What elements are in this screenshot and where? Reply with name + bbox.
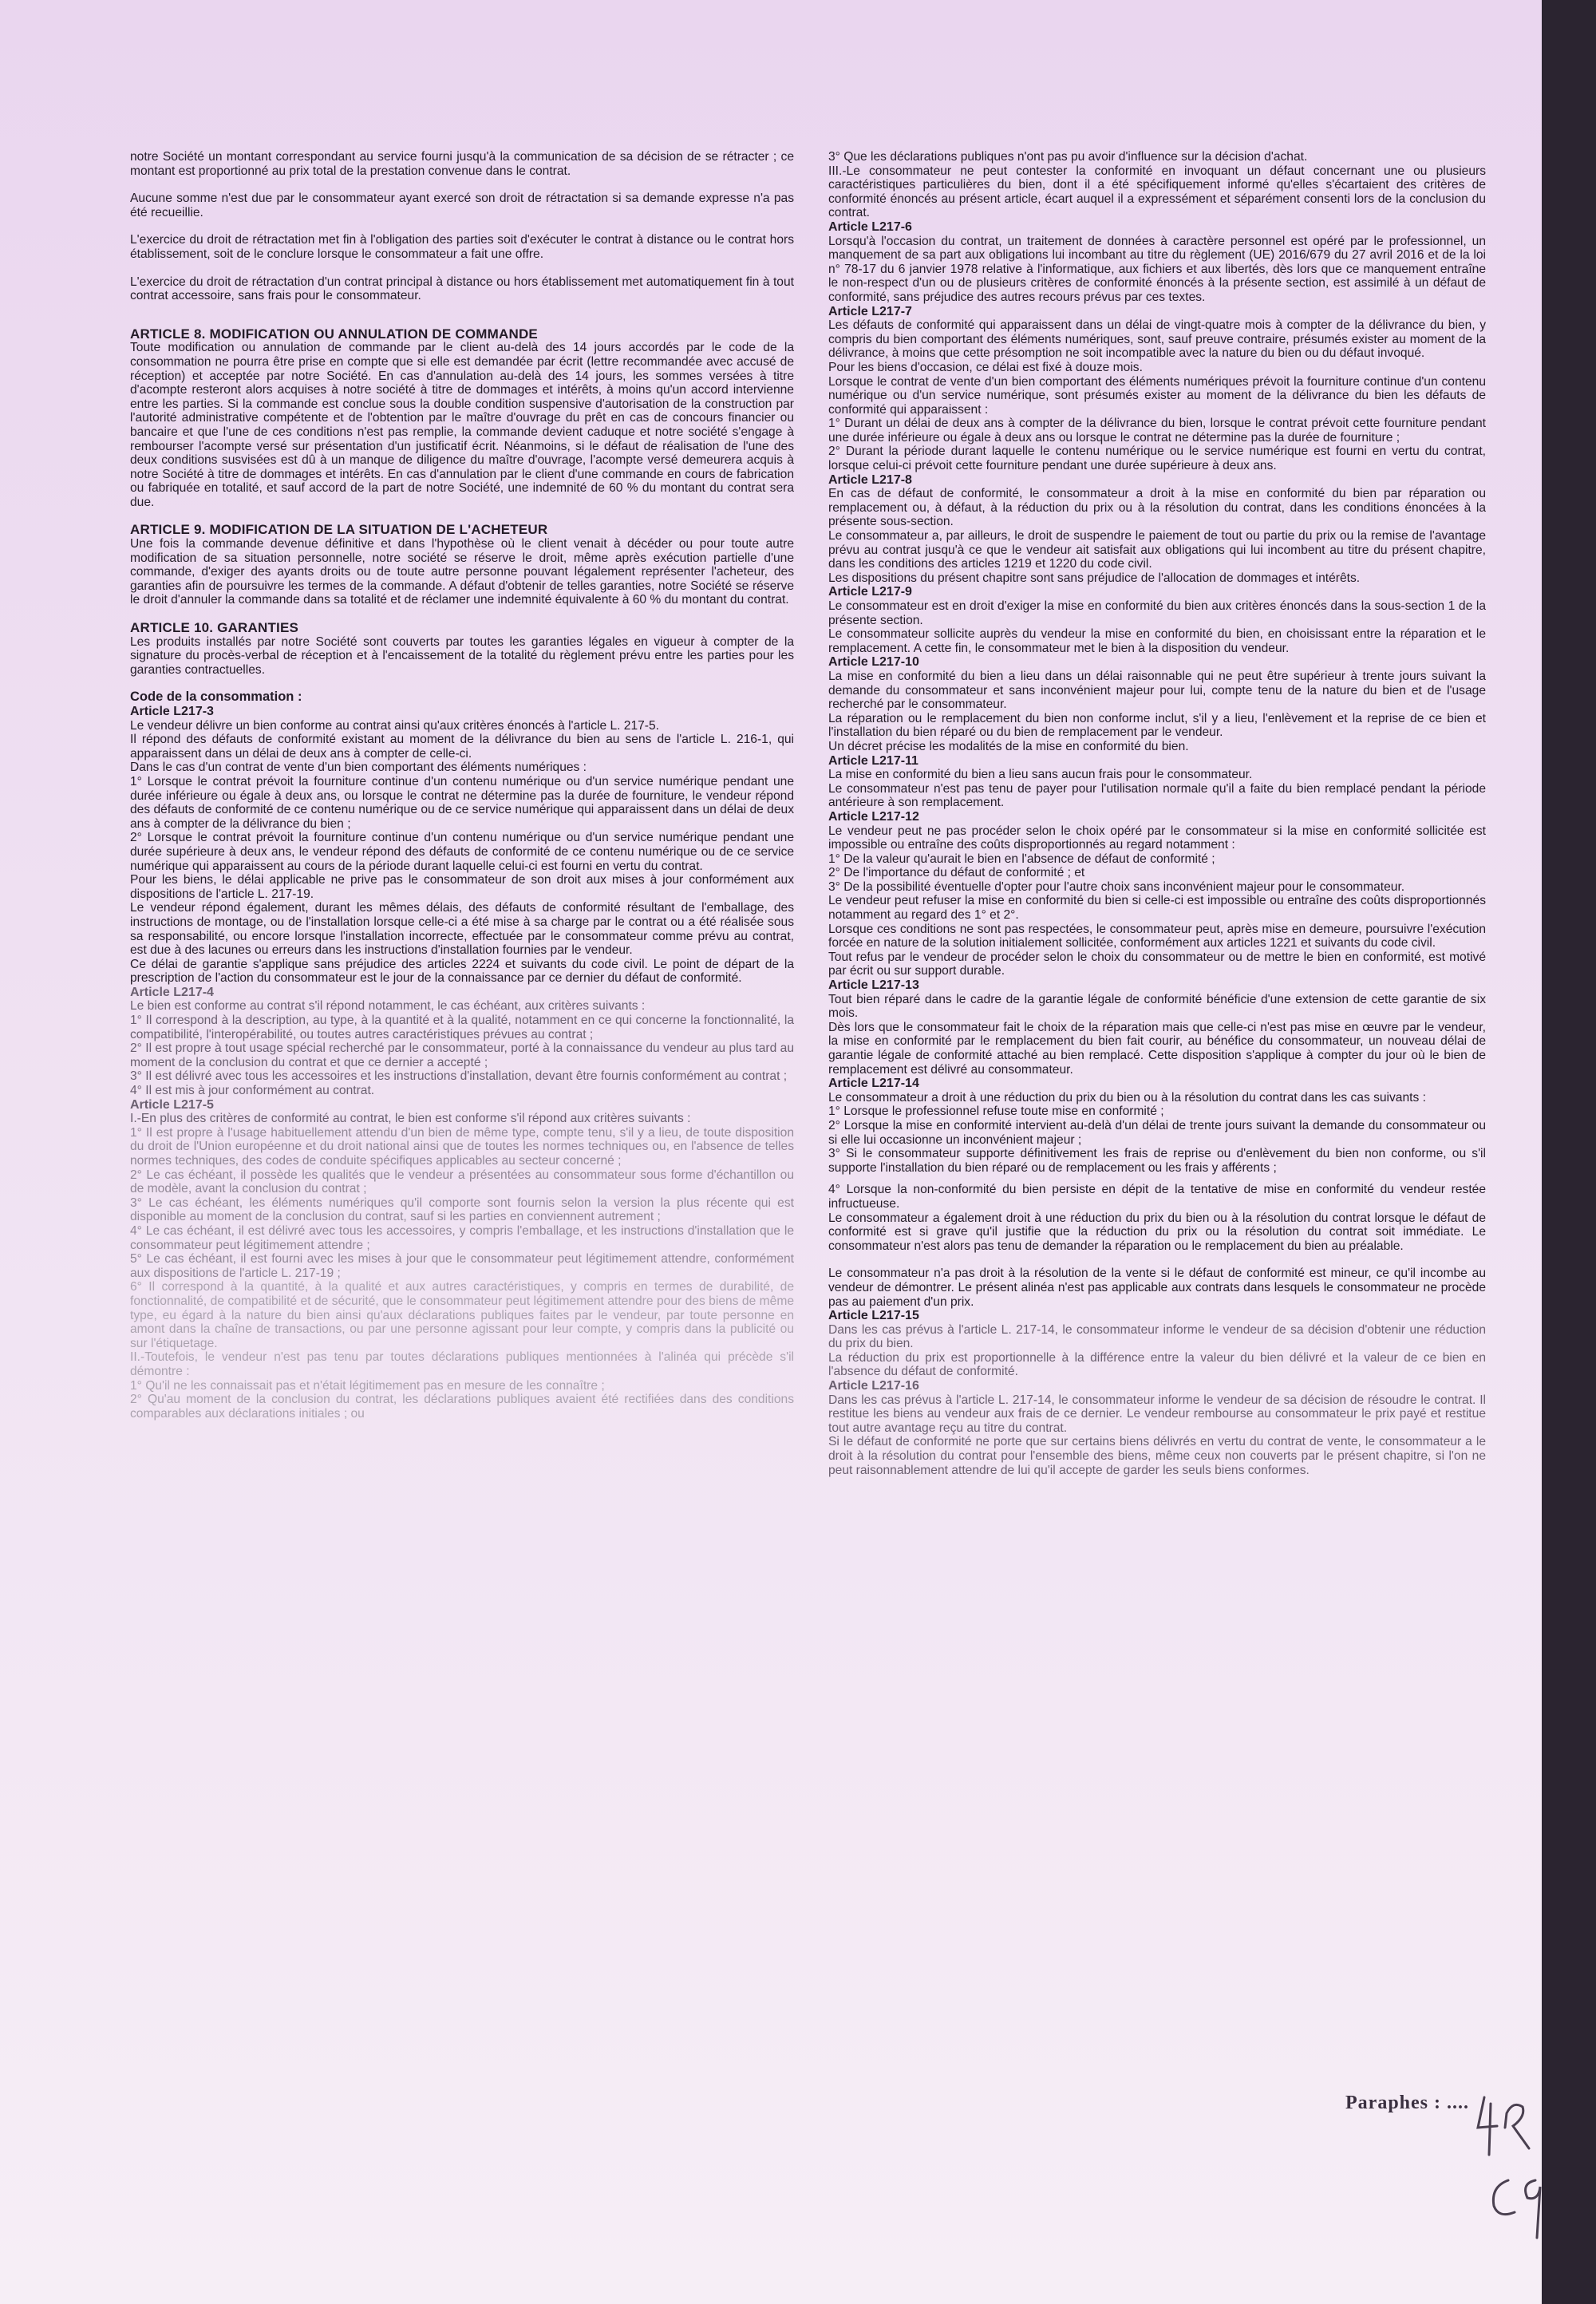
left-column: [130, 150, 794, 1421]
paragraph: Le consommateur a également droit à une réduction du prix du bien ou à la résolution du contrat lorsque le défaut de conformité est si grave qu'il justifie que la réduction du prix ou la résolution du contrat soit immédiate. Le consommateur n'est alors pas tenu de demander la réparation ou le remplacement du bien au préalable.: [828, 1211, 1486, 1253]
paraphes-label: Paraphes : ....: [1345, 2093, 1469, 2113]
paragraph: Les défauts de conformité qui apparaissent dans un délai de vingt-quatre mois à compter de la délivrance du bien, y compris du bien comportant des éléments numériques, sont, sauf preuve contraire, présumés exister au moment de la délivrance, à moins que cette présomption ne soit incompatible avec la nature du bien ou du défaut invoqué.: [828, 318, 1486, 361]
article-l217-5-heading: Article L217-5: [130, 1097, 214, 1112]
paragraph: 2° De l'importance du défaut de conformité ; et: [828, 866, 1085, 880]
paragraph: Dans le cas d'un contrat de vente d'un bien comportant des éléments numériques :: [130, 761, 587, 775]
paragraph: 1° De la valeur qu'aurait le bien en l'absence de défaut de conformité ;: [828, 852, 1215, 866]
paragraph: 3° De la possibilité éventuelle d'opter pour l'autre choix sans inconvénient majeur pour le consommateur.: [828, 879, 1405, 894]
paragraph: 2° Le cas échéant, il possède les qualités que le vendeur a présentées au consommateur sous forme d'échantillon ou de modèle, avant la conclusion du contrat ;: [130, 1168, 794, 1196]
paragraph: 3° Si le consommateur supporte définitivement les frais de reprise ou d'enlèvement du bien non conforme, ou s'il supporte l'installation du bien réparé ou de remplacement ou les frais y afférents ;: [828, 1147, 1486, 1175]
article-l217-7-heading: Article L217-7: [828, 304, 912, 318]
paragraph: L'exercice du droit de rétractation met fin à l'obligation des parties soit d'exécuter le contrat à distance ou le contrat hors établissement, soit de le conclure lorsque le consommateur a fait une offre.: [130, 233, 794, 261]
paragraph: Pour les biens, le délai applicable ne prive pas le consommateur de son droit aux mises à jour conformément aux dispositions de l'article L. 217-19.: [130, 873, 794, 901]
scan-edge: [1542, 0, 1596, 2304]
paragraph: 5° Le cas échéant, il est fourni avec les mises à jour que le consommateur peut légitimement attendre, conformément aux dispositions de l'article L. 217-19 ;: [130, 1252, 794, 1280]
article-l217-4-heading: Article L217-4: [130, 985, 214, 999]
paragraph: 3° Le cas échéant, les éléments numériques qu'il comporte sont fournis selon la version la plus récente qui est disponible au moment de la conclusion du contrat, sauf si les parties en conviennent autrement ;: [130, 1195, 794, 1224]
paragraph: 4° Le cas échéant, il est délivré avec tous les accessoires, y compris l'emballage, et les instructions d'installation que le consommateur peut légitimement attendre ;: [130, 1223, 794, 1252]
paragraph: 2° Lorsque le contrat prévoit la fourniture continue d'un contenu numérique ou d'un service numérique pendant une durée supérieure à deux ans, le vendeur répond des défauts de conformité de ce contenu numérique ou de ce service numérique qui apparaissent au cours de la période durant laquelle celui-ci est fourni en vertu du contrat.: [130, 831, 794, 873]
paragraph: 1° Qu'il ne les connaissait pas et n'était légitimement pas en mesure de les connaître ;: [130, 1378, 605, 1393]
paragraph: Les dispositions du présent chapitre sont sans préjudice de l'allocation de dommages et intérêts.: [828, 571, 1361, 585]
paragraph: En cas de défaut de conformité, le consommateur a droit à la mise en conformité du bien par réparation ou remplacement ou, à défaut, à la réduction du prix ou à la résolution du contrat, dans les conditions énoncées à la présente sous-section.: [828, 487, 1486, 529]
paragraph: Pour les biens d'occasion, ce délai est fixé à douze mois.: [828, 360, 1143, 374]
article-l217-9-heading: Article L217-9: [828, 585, 912, 599]
article-l217-10-heading: Article L217-10: [828, 655, 919, 670]
paragraph: Le vendeur répond également, durant les mêmes délais, des défauts de conformité résultant de l'emballage, des instructions de montage, ou de l'installation lorsque celle-ci a été mise à sa charge par le contrat ou a été réalisée sous sa responsabilité, ou encore lorsque l'installation incorrecte, effectuée par le consommateur comme prévu au contrat, est due à des lacunes ou erreurs dans les instructions d'installation fournies par le vendeur.: [130, 901, 794, 958]
article-l217-13-heading: Article L217-13: [828, 978, 919, 993]
article-l217-6-heading: Article L217-6: [828, 219, 912, 234]
article-9-heading: ARTICLE 9. MODIFICATION DE LA SITUATION DE L'ACHETEUR: [130, 522, 548, 538]
paragraph: Dans les cas prévus à l'article L. 217-14, le consommateur informe le vendeur de sa décision d'obtenir une réduction du prix du bien.: [828, 1322, 1486, 1351]
article-l217-14-heading: Article L217-14: [828, 1077, 919, 1091]
paragraph: Il répond des défauts de conformité existant au moment de la délivrance du bien au sens de l'article L. 216-1, qui apparaissent dans un délai de deux ans à compter de celle-ci.: [130, 733, 794, 761]
paragraph: L'exercice du droit de rétractation d'un contrat principal à distance ou hors établissement met automatiquement fin à tout contrat accessoire, sans frais pour le consommateur.: [130, 275, 794, 303]
article-l217-11-heading: Article L217-11: [828, 753, 918, 768]
paragraph: 1° Il est propre à l'usage habituellement attendu d'un bien de même type, compte tenu, s'il y a lieu, de toute disposition du droit de l'Union européenne et du droit national ainsi que de toutes les normes techniques ou, en l'absence de telles normes techniques, des codes de conduite spécifiques applicables au secteur concerné ;: [130, 1125, 794, 1168]
paragraph: 2° Il est propre à tout usage spécial recherché par le consommateur, porté à la connaissance du vendeur au plus tard au moment de la conclusion du contrat et que ce dernier a accepté ;: [130, 1041, 794, 1069]
paragraph: Dans les cas prévus à l'article L. 217-14, le consommateur informe le vendeur de sa décision de résoudre le contrat. Il restitue les biens au vendeur aux frais de ce dernier. Le vendeur rembourse au consommateur le prix payé et restitue tout autre avantage reçu au titre du contrat.: [828, 1393, 1486, 1435]
paragraph: La mise en conformité du bien a lieu sans aucun frais pour le consommateur.: [828, 768, 1253, 782]
paragraph: Dès lors que le consommateur fait le choix de la réparation mais que celle-ci n'est pas mise en œuvre par le vendeur, la mise en conformité par le remplacement du bien fait courir, au bénéfice du consommateur, un nouveau délai de garantie légale de conformité attaché au bien remplacé. Cette disposition s'applique à compter du jour où le bien de remplacement est délivré au consommateur.: [828, 1020, 1486, 1077]
paragraph: Un décret précise les modalités de la mise en conformité du bien.: [828, 739, 1189, 753]
article-l217-3-heading: Article L217-3: [130, 705, 214, 718]
paragraph: Tout bien réparé dans le cadre de la garantie légale de conformité bénéficie d'une extension de cette garantie de six mois.: [828, 992, 1486, 1021]
code-consommation-heading: Code de la consommation :: [130, 690, 302, 705]
paragraph: Le consommateur n'a pas droit à la résolution de la vente si le défaut de conformité est mineur, ce qu'il incombe au vendeur de démontrer. Le présent alinéa n'est pas applicable aux contrats dans lesquels le consommateur ne procède pas au paiement d'un prix.: [828, 1267, 1486, 1309]
article-10-heading: ARTICLE 10. GARANTIES: [130, 620, 299, 636]
paragraph: III.-Le consommateur ne peut contester la conformité en invoquant un défaut concernant une ou plusieurs caractéristiques particulières du bien, dont il a été spécifiquement informé qu'elles s'écartaient des critères de conformité énoncés au présent article, écart auquel il a expressément et séparément consenti lors de la conclusion du contrat.: [828, 164, 1486, 220]
paragraph: Lorsque ces conditions ne sont pas respectées, le consommateur peut, après mise en demeure, poursuivre l'exécution forcée en nature de la solution initialement sollicitée, conformément aux articles 1221 et suivants du code civil.: [828, 922, 1486, 950]
paragraph: 4° Il est mis à jour conformément au contrat.: [130, 1084, 375, 1098]
paragraph: Le consommateur sollicite auprès du vendeur la mise en conformité du bien, en choisissant entre la réparation et le remplacement. A cette fin, le consommateur met le bien à la disposition du vendeur.: [828, 627, 1486, 655]
paragraph: Lorsque le contrat de vente d'un bien comportant des éléments numériques prévoit la fourniture continue d'un contenu numérique ou d'un service numérique, sont présumés exister au moment de la délivrance du bien les défauts de conformité qui apparaissent :: [828, 374, 1486, 417]
paragraph: 1° Il correspond à la description, au type, à la quantité et à la qualité, notamment en ce qui concerne la fonctionnalité, la compatibilité, l'interopérabilité, ou toutes autres caractéristiques prévues au contrat ;: [130, 1014, 794, 1041]
paragraph: Aucune somme n'est due par le consommateur ayant exercé son droit de rétractation si sa demande expresse n'a pas été recueillie.: [130, 192, 794, 219]
paragraph: II.-Toutefois, le vendeur n'est pas tenu par toutes déclarations publiques mentionnées à l'alinéa qui précède s'il démontre :: [130, 1350, 794, 1378]
paragraph: Le vendeur peut ne pas procéder selon le choix opéré par le consommateur si la mise en conformité sollicitée est impossible ou entraîne des coûts disproportionnés au regard notamment :: [828, 824, 1486, 852]
paragraph: 3° Que les déclarations publiques n'ont pas pu avoir d'influence sur la décision d'achat.: [828, 150, 1308, 164]
paragraph: La réparation ou le remplacement du bien non conforme inclut, s'il y a lieu, l'enlèvement et la reprise de ce bien et l'installation du bien réparé ou du bien de remplacement par le vendeur.: [828, 711, 1486, 740]
paragraph: Si le défaut de conformité ne porte que sur certains biens délivrés en vertu du contrat de vente, le consommateur a le droit à la résolution du contrat pour l'ensemble des biens, même ceux non couverts par le présent chapitre, si l'on ne peut raisonnablement attendre de lui qu'il accepte de garder les seuls biens conformes.: [828, 1435, 1486, 1477]
paragraph: La mise en conformité du bien a lieu dans un délai raisonnable qui ne peut être supérieur à trente jours suivant la demande du consommateur et sans inconvénient majeur pour lui, compte tenu de la nature du bien et de l'usage recherché par le consommateur.: [828, 669, 1486, 712]
paragraph: 1° Durant un délai de deux ans à compter de la délivrance du bien, lorsque le contrat prévoit cette fourniture pendant une durée inférieure ou égale à deux ans ou lorsque le contrat ne détermine pas la durée de fourniture ;: [828, 417, 1486, 445]
paragraph: Le consommateur a droit à une réduction du prix du bien ou à la résolution du contrat dans les cas suivants :: [828, 1090, 1426, 1105]
article-l217-16-heading: Article L217-16: [828, 1379, 919, 1393]
paragraph: Le bien est conforme au contrat s'il répond notamment, le cas échéant, aux critères suivants :: [130, 999, 646, 1014]
paragraph: La réduction du prix est proportionnelle à la différence entre la valeur du bien délivré et la valeur de ce bien en l'absence du défaut de conformité.: [828, 1350, 1486, 1379]
paragraph: Le consommateur n'est pas tenu de payer pour l'utilisation normale qu'il a faite du bien remplacé pendant la période antérieure à son remplacement.: [828, 781, 1486, 810]
paragraph: Ce délai de garantie s'applique sans préjudice des articles 2224 et suivants du code civil. Le point de départ de la prescription de l'action du consommateur est le jour de la connaissance par ce dernier du défaut de conformité.: [130, 957, 794, 986]
paragraph: 1° Lorsque le professionnel refuse toute mise en conformité ;: [828, 1105, 1164, 1119]
article-l217-8-heading: Article L217-8: [828, 472, 912, 487]
paragraph: 2° Durant la période durant laquelle le contenu numérique ou le service numérique est fourni en vertu du contrat, lorsque celui-ci prévoit cette fourniture pendant une durée supérieure à deux ans.: [828, 445, 1486, 473]
paragraph: Le vendeur peut refuser la mise en conformité du bien si celle-ci est impossible ou entraîne des coûts disproportionnés notamment au regard des 1° et 2°.: [828, 894, 1486, 923]
article-l217-12-heading: Article L217-12: [828, 809, 919, 824]
paragraph: Le consommateur a, par ailleurs, le droit de suspendre le paiement de tout ou partie du prix ou la remise de l'avantage prévu au contrat jusqu'à ce que le vendeur ait satisfait aux obligations qui lui incombent au titre du présent chapitre, dans les conditions des articles 1219 et 1220 du code civil.: [828, 529, 1486, 571]
paragraph: 1° Lorsque le contrat prévoit la fourniture continue d'un contenu numérique ou d'un service numérique pendant une durée inférieure ou égale à deux ans, ou lorsque le contrat ne détermine pas la durée de fourniture, le vendeur répond des défauts de conformité de ce contenu numérique ou de ce service numérique qui apparaissent dans un délai de deux ans à compter de la délivrance du bien ;: [130, 774, 794, 831]
paragraph: Lorsqu'à l'occasion du contrat, un traitement de données à caractère personnel est opéré par le professionnel, un manquement de sa part aux obligations lui incombant au titre du règlement (UE) 2016/679 du 27 avril 2016 et de la loi n° 78-17 du 6 janvier 1978 relative à l'informatique, aux fichiers et aux libertés, dès lors que ce manquement entraîne le non-respect d'un ou de plusieurs critères de conformité énoncés à la présente section, est assimilé à un défaut de conformité, sans préjudice des autres recours prévus par ces textes.: [828, 234, 1486, 304]
article-8-heading: ARTICLE 8. MODIFICATION OU ANNULATION DE COMMANDE: [130, 326, 538, 342]
article-8-text: Toute modification ou annulation de commande par le client au-delà des 14 jours accordés par le code de la consommation ne pourra être prise en compte que si elle est demandée par écrit (lettre recommandée avec accusé de réception) et acceptée par notre Société. En cas d'annulation au-delà des 14 jours, les sommes versées à titre d'acompte resteront alors acquises à notre société à titre de dommages et intérêts, à moins qu'un accord intervienne entre les parties. Si la commande est conclue sous la double condition suspensive d'autorisation de la construction par l'autorité administrative compétente et de l'obtention par le maître d'ouvrage du prêt en cas de concours financier ou bancaire et que l'une de ces conditions n'est pas remplie, la commande devient caduque et notre société s'engage à rembourser l'acompte versé sur présentation d'un justificatif écrit. Néanmoins, si le défaut de réalisation de l'une des deux conditions susvisées est dû à un manque de diligence du maître d'ouvrage, l'acompte versé demeurera acquis à notre Société à titre de dommages et intérêts. En cas d'annulation par le client d'une commande en cours de fabrication ou fabriquée en totalité, et sauf accord de la part de notre Société, une indemnité de 60 % du montant du contrat sera due.: [130, 341, 794, 509]
paragraph: 3° Il est délivré avec tous les accessoires et les instructions d'installation, devant être fournis conformément au contrat ;: [130, 1069, 788, 1084]
paragraph: 2° Lorsque la mise en conformité intervient au-delà d'un délai de trente jours suivant la demande du consommateur ou si elle lui occasionne un inconvénient majeur ;: [828, 1118, 1486, 1147]
paragraph: Le vendeur délivre un bien conforme au contrat ainsi qu'aux critères énoncés à l'article L. 217-5.: [130, 718, 660, 733]
paragraph: Le consommateur est en droit d'exiger la mise en conformité du bien aux critères énoncés dans la sous-section 1 de la présente section.: [828, 599, 1486, 627]
paragraph: 4° Lorsque la non-conformité du bien persiste en dépit de la tentative de mise en conformité du vendeur restée infructueuse.: [828, 1183, 1486, 1211]
paragraph: 2° Qu'au moment de la conclusion du contrat, les déclarations publiques avaient été rectifiées dans des conditions comparables aux déclarations initiales ; ou: [130, 1393, 794, 1421]
article-9-text: Une fois la commande devenue définitive et dans l'hypothèse où le client venait à décéder ou pour toute autre modification de sa situation personnelle, notre société se réserve le droit, même après exécution partielle d'une commande, d'exiger des ayants droits ou de toute autre personne pouvant légalement représenter l'acheteur, des garanties afin de poursuivre les termes de la commande. A défaut d'obtenir de telles garanties, notre Société se réserve le droit d'annuler la commande dans sa totalité et de réclamer une indemnité équivalente à 60 % du montant du contrat.: [130, 537, 794, 607]
article-l217-15-heading: Article L217-15: [828, 1309, 919, 1323]
paragraph: Tout refus par le vendeur de procéder selon le choix du consommateur ou de mettre le bien en conformité, est motivé par écrit ou sur support durable.: [828, 950, 1486, 978]
paragraph: I.-En plus des critères de conformité au contrat, le bien est conforme s'il répond aux critères suivants :: [130, 1112, 691, 1126]
paragraph: notre Société un montant correspondant au service fourni jusqu'à la communication de sa décision de se rétracter ; ce montant est proportionné au prix total de la prestation convenue dans le contrat.: [130, 150, 794, 178]
article-10-text: Les produits installés par notre Société sont couverts par toutes les garanties légales en vigueur à compter de la signature du procès-verbal de réception et à l'encaissement de la totalité du règlement prévu entre les parties pour les garanties contractuelles.: [130, 634, 794, 677]
paragraph: 6° Il correspond à la quantité, à la qualité et aux autres caractéristiques, y compris en termes de durabilité, de fonctionnalité, de compatibilité et de sécurité, que le consommateur peut légitimement attendre pour des biens de même type, eu égard à la nature du bien ainsi qu'aux déclarations publiques faites par le vendeur, par toute personne en amont dans la chaîne de transactions, ou par une personne agissant pour leur compte, y compris dans la publicité ou sur l'étiquetage.: [130, 1280, 794, 1350]
right-column: [828, 150, 1486, 1477]
